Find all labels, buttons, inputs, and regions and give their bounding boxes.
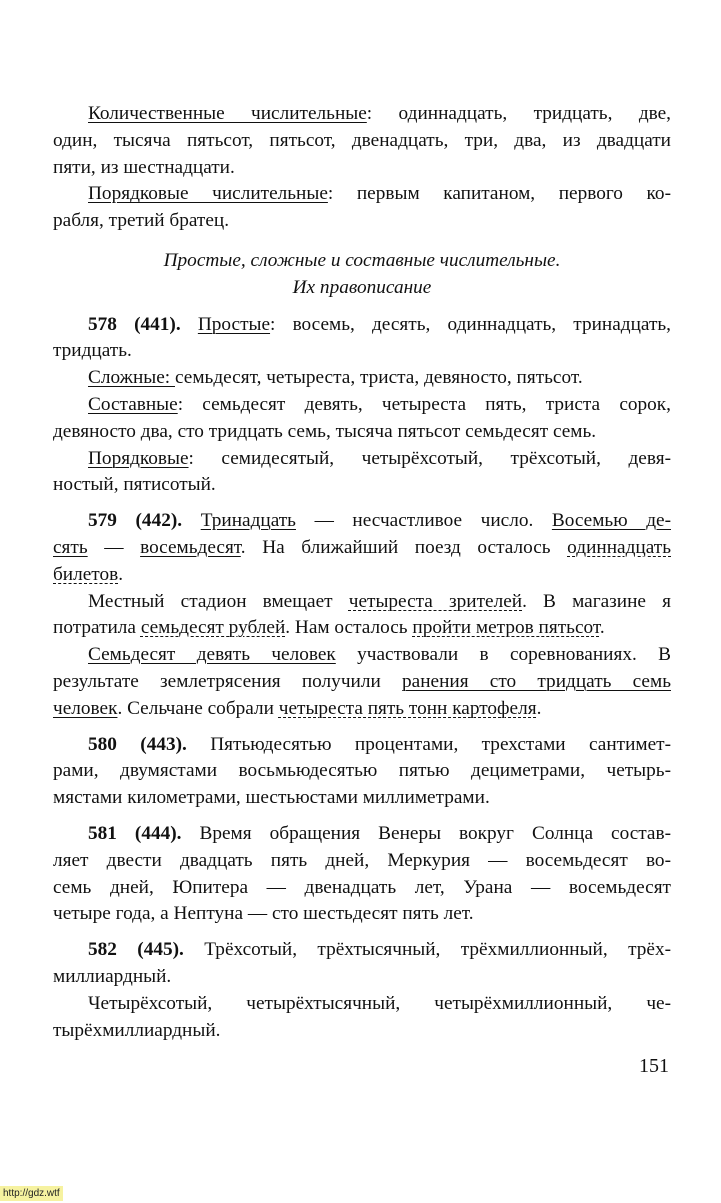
text-line — [53, 155, 671, 182]
paragraph — [53, 732, 671, 812]
underlined-text: сять — [53, 536, 88, 558]
underlined-text: Составные — [88, 393, 178, 415]
exercise-number: 581 (444). — [88, 822, 182, 844]
text-segment: рабля, третий братец. — [53, 210, 230, 232]
text-segment: девяносто два, сто тридцать семь, тысяча пятьсот семьдесят семь. — [53, 420, 597, 442]
text-line — [53, 758, 671, 785]
text-segment: : семидесятый, четырёхсотый, трёхсотый, девя- — [188, 447, 671, 469]
text-segment: . Нам осталось — [285, 617, 413, 639]
text-line — [53, 1018, 671, 1045]
text-segment: . В магазине я — [522, 590, 671, 612]
underlined-text: билетов — [53, 563, 119, 585]
underlined-text: Восемью де- — [551, 510, 671, 532]
text-segment: результате землетрясения получили — [53, 670, 402, 692]
text-line — [53, 642, 671, 669]
text-segment: Пятьюдесятью процентами, трехстами сантимет- — [186, 733, 672, 755]
paragraph — [53, 392, 671, 446]
text-segment: ляет двести двадцать пять дней, Меркурия — восемьдесят во- — [53, 849, 671, 871]
underlined-text: Простые — [197, 313, 271, 335]
text-segment — [182, 510, 201, 531]
text-segment: тридцать. — [53, 340, 132, 362]
text-line — [53, 562, 671, 589]
paragraph — [53, 508, 671, 588]
text-segment: : одиннадцать, тридцать, две, — [366, 103, 671, 124]
text-segment: : восемь, десять, одиннадцать, тринадцать, — [270, 313, 672, 335]
text-line — [53, 785, 671, 812]
paragraph — [53, 312, 671, 366]
paragraph — [53, 589, 671, 643]
text-line — [53, 732, 671, 759]
text-line — [53, 848, 671, 875]
underlined-text: семьдесят рублей — [140, 617, 286, 639]
exercise-number: 579 (442). — [88, 510, 183, 532]
text-segment: . — [536, 697, 542, 719]
underlined-text: четыреста зрителей — [348, 590, 523, 612]
text-line — [53, 446, 671, 473]
text-line — [53, 535, 671, 562]
text-line — [53, 696, 671, 723]
underlined-text: Тринадцать — [200, 510, 296, 532]
text-line — [53, 338, 671, 365]
text-line — [53, 821, 671, 848]
text-line — [53, 669, 671, 696]
text-line — [53, 615, 671, 642]
text-line — [53, 365, 671, 392]
text-segment: Их правописание — [292, 276, 432, 298]
text-line — [53, 275, 671, 302]
paragraph — [53, 181, 671, 235]
paragraph — [53, 991, 671, 1045]
text-line — [53, 128, 671, 155]
page-text — [53, 101, 671, 1044]
text-segment: тырёхмиллиардный. — [53, 1019, 221, 1041]
paragraph — [53, 365, 671, 392]
text-line — [53, 991, 671, 1018]
underlined-text: четыреста пять тонн картофеля — [278, 697, 537, 719]
footer-url[interactable]: http://gdz.wtf — [0, 1186, 63, 1201]
text-segment: . — [118, 563, 124, 585]
text-line — [53, 312, 671, 339]
text-segment: Время обращения Венеры вокруг Солнца состав- — [181, 822, 671, 844]
text-line — [53, 937, 671, 964]
text-line — [53, 964, 671, 991]
section-heading — [53, 248, 671, 302]
paragraph — [53, 937, 671, 991]
text-line — [53, 392, 671, 419]
text-line — [53, 248, 671, 275]
paragraph — [53, 821, 671, 928]
text-segment: Местный стадион вмещает — [88, 590, 349, 612]
text-line — [53, 181, 671, 208]
underlined-text: восемьдесят — [140, 536, 241, 558]
text-segment: миллиардный. — [53, 965, 172, 987]
paragraph — [53, 446, 671, 500]
text-segment: ностый, пятисотый. — [53, 474, 216, 496]
text-segment: четыре года, а Нептуна — сто шестьдесят пять лет. — [53, 903, 474, 925]
text-segment: — несчастливое число. — [295, 510, 552, 532]
text-segment: . — [599, 617, 605, 639]
text-segment: участвовали в соревнованиях. В — [335, 644, 672, 666]
text-segment: Трёхсотый, трёхтысячный, трёхмиллионный, трёх- — [183, 939, 671, 961]
paragraph — [53, 101, 671, 181]
exercise-number: 578 (441). — [88, 313, 181, 335]
underlined-text: Количественные числительные — [88, 103, 367, 124]
text-line — [53, 875, 671, 902]
exercise-number: 580 (443). — [88, 733, 187, 755]
text-line — [53, 472, 671, 499]
text-segment: . Сельчане собрали — [117, 697, 279, 719]
underlined-text: человек — [53, 697, 118, 719]
underlined-text: одиннадцать — [567, 536, 671, 558]
exercise-number: 582 (445). — [88, 939, 184, 961]
paragraph — [53, 642, 671, 722]
text-segment: Простые, сложные и составные числительные. — [163, 249, 561, 271]
text-line — [53, 208, 671, 235]
text-segment: : семьдесят девять, четыреста пять, триста сорок, — [177, 393, 671, 415]
underlined-text: Порядковые числительные — [88, 183, 328, 205]
text-line — [53, 508, 671, 535]
text-segment: : первым капитаном, первого ко- — [327, 183, 671, 205]
text-segment: семь дней, Юпитера — двенадцать лет, Урана — восемьдесят — [53, 876, 671, 898]
underlined-text: ранения сто тридцать семь — [402, 670, 671, 692]
text-segment — [181, 314, 198, 335]
text-segment: один, тысяча пятьсот, пятьсот, двенадцать, три, два, из двадцати — [53, 129, 671, 151]
text-segment: рами, двумястами восьмьюдесятью пятью дециметрами, четырь- — [53, 760, 671, 782]
underlined-text: пройти метров пятьсот — [412, 617, 600, 639]
text-segment: семьдесят, четыреста, триста, девяносто, пятьсот. — [174, 367, 583, 389]
page-number: 151 — [639, 1055, 669, 1077]
text-line — [53, 589, 671, 616]
text-segment: Четырёхсотый, четырёхтысячный, четырёхмиллионный, че- — [88, 992, 671, 1014]
text-segment: . На ближайший поезд осталось — [240, 536, 568, 558]
text-segment: потратила — [53, 617, 141, 639]
underlined-text: Семьдесят девять человек — [88, 644, 336, 666]
text-segment: пяти, из шестнадцати. — [53, 156, 235, 178]
text-segment: — — [87, 536, 141, 558]
underlined-text: Порядковые — [88, 447, 189, 469]
text-line — [53, 901, 671, 928]
text-line — [53, 101, 671, 128]
text-segment: мястами километрами, шестьюстами миллиметрами. — [53, 787, 490, 809]
text-line — [53, 419, 671, 446]
underlined-text: Сложные: — [88, 367, 175, 389]
